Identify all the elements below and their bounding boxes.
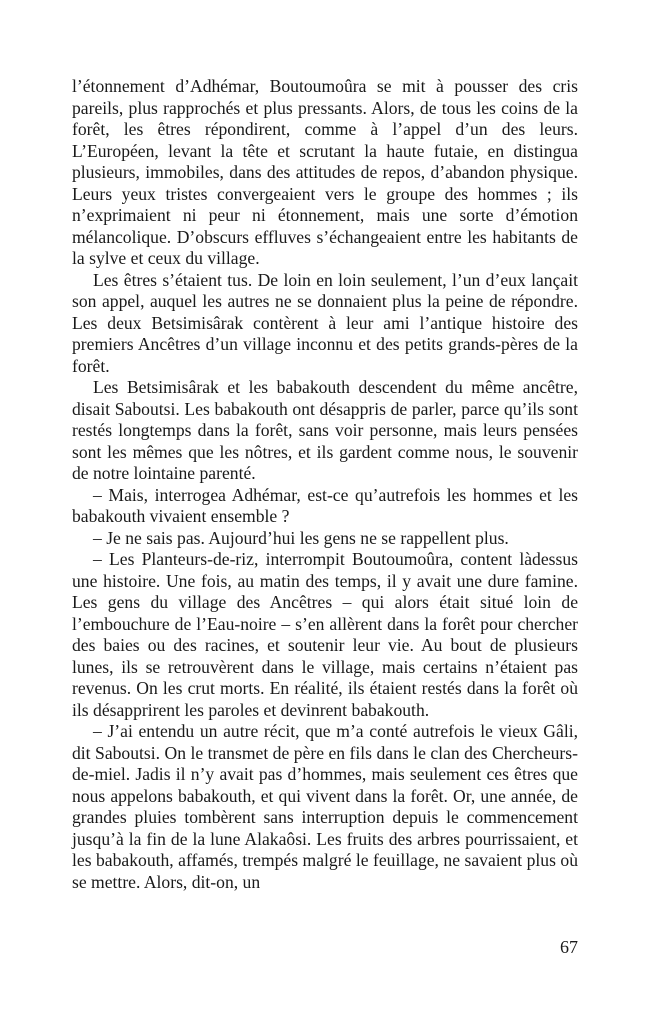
page-number: 67 [560, 937, 578, 957]
paragraph: – J’ai entendu un autre récit, que m’a conté autrefois le vieux Gâli, dit Saboutsi. On le transmet de père en fils dans le clan des Chercheurs-de-miel. Jadis il n’y avait pas d’hommes, mais seulement ces êtres que nous appelons babakouth, et qui vivent dans la forêt. Or, une année, de grandes pluies tombèrent sans interruption depuis le commencement jusqu’à la fin de la lune Alakaôsi. Les fruits des arbres pourrissaient, et les babakouth, affamés, trempés malgré le feuillage, ne savaient plus où se mettre. Alors, dit-on, un [72, 721, 578, 892]
paragraph: – Les Planteurs-de-riz, interrompit Boutoumoûra, content làdessus une histoire. Une fois, au matin des temps, il y avait une dure famine. Les gens du village des Ancêtres – qui alors était situé loin de l’embouchure de l’Eau-noire – s’en allèrent dans la forêt pour chercher des baies ou des racines, et soutenir leur vie. Au bout de plusieurs lunes, ils se retrouvèrent dans le village, mais certains n’étaient pas revenus. On les crut morts. En réalité, ils étaient restés dans la forêt où ils désapprirent les paroles et devinrent babakouth. [72, 549, 578, 720]
page-body [72, 76, 578, 893]
paragraph: – Mais, interrogea Adhémar, est-ce qu’autrefois les hommes et les babakouth vivaient ensemble ? [72, 484, 578, 526]
paragraph: – Je ne sais pas. Aujourd’hui les gens ne se rappellent plus. [93, 527, 509, 548]
paragraph: Les êtres s’étaient tus. De loin en loin seulement, l’un d’eux lançait son appel, auquel les autres ne se donnaient plus la peine de répondre. Les deux Betsimisârak contèrent à leur ami l’antique histoire des premiers Ancêtres d’un village inconnu et des petits grands-pères de la forêt. [72, 269, 578, 376]
paragraph: Les Betsimisârak et les babakouth descendent du même ancêtre, disait Saboutsi. Les babakouth ont désappris de parler, parce qu’ils sont restés longtemps dans la forêt, sans voir personne, mais leurs pensées sont les mêmes que les nôtres, et ils gardent comme nous, le souvenir de notre lointaine parenté. [72, 377, 578, 483]
paragraph: l’étonnement d’Adhémar, Boutoumoûra se mit à pousser des cris pareils, plus rapprochés et plus pressants. Alors, de tous les coins de la forêt, les êtres répondirent, comme à l’appel d’un des leurs. L’Européen, levant la tête et scrutant la haute futaie, en distingua plusieurs, immobiles, dans des attitudes de repos, d’abandon physique. Leurs yeux tristes convergeaient vers le groupe des hommes ; ils n’exprimaient ni peur ni étonnement, mais une sorte d’émotion mélancolique. D’obscurs effluves s’échangeaient entre les habitants de la sylve et ceux du village. [72, 76, 578, 268]
